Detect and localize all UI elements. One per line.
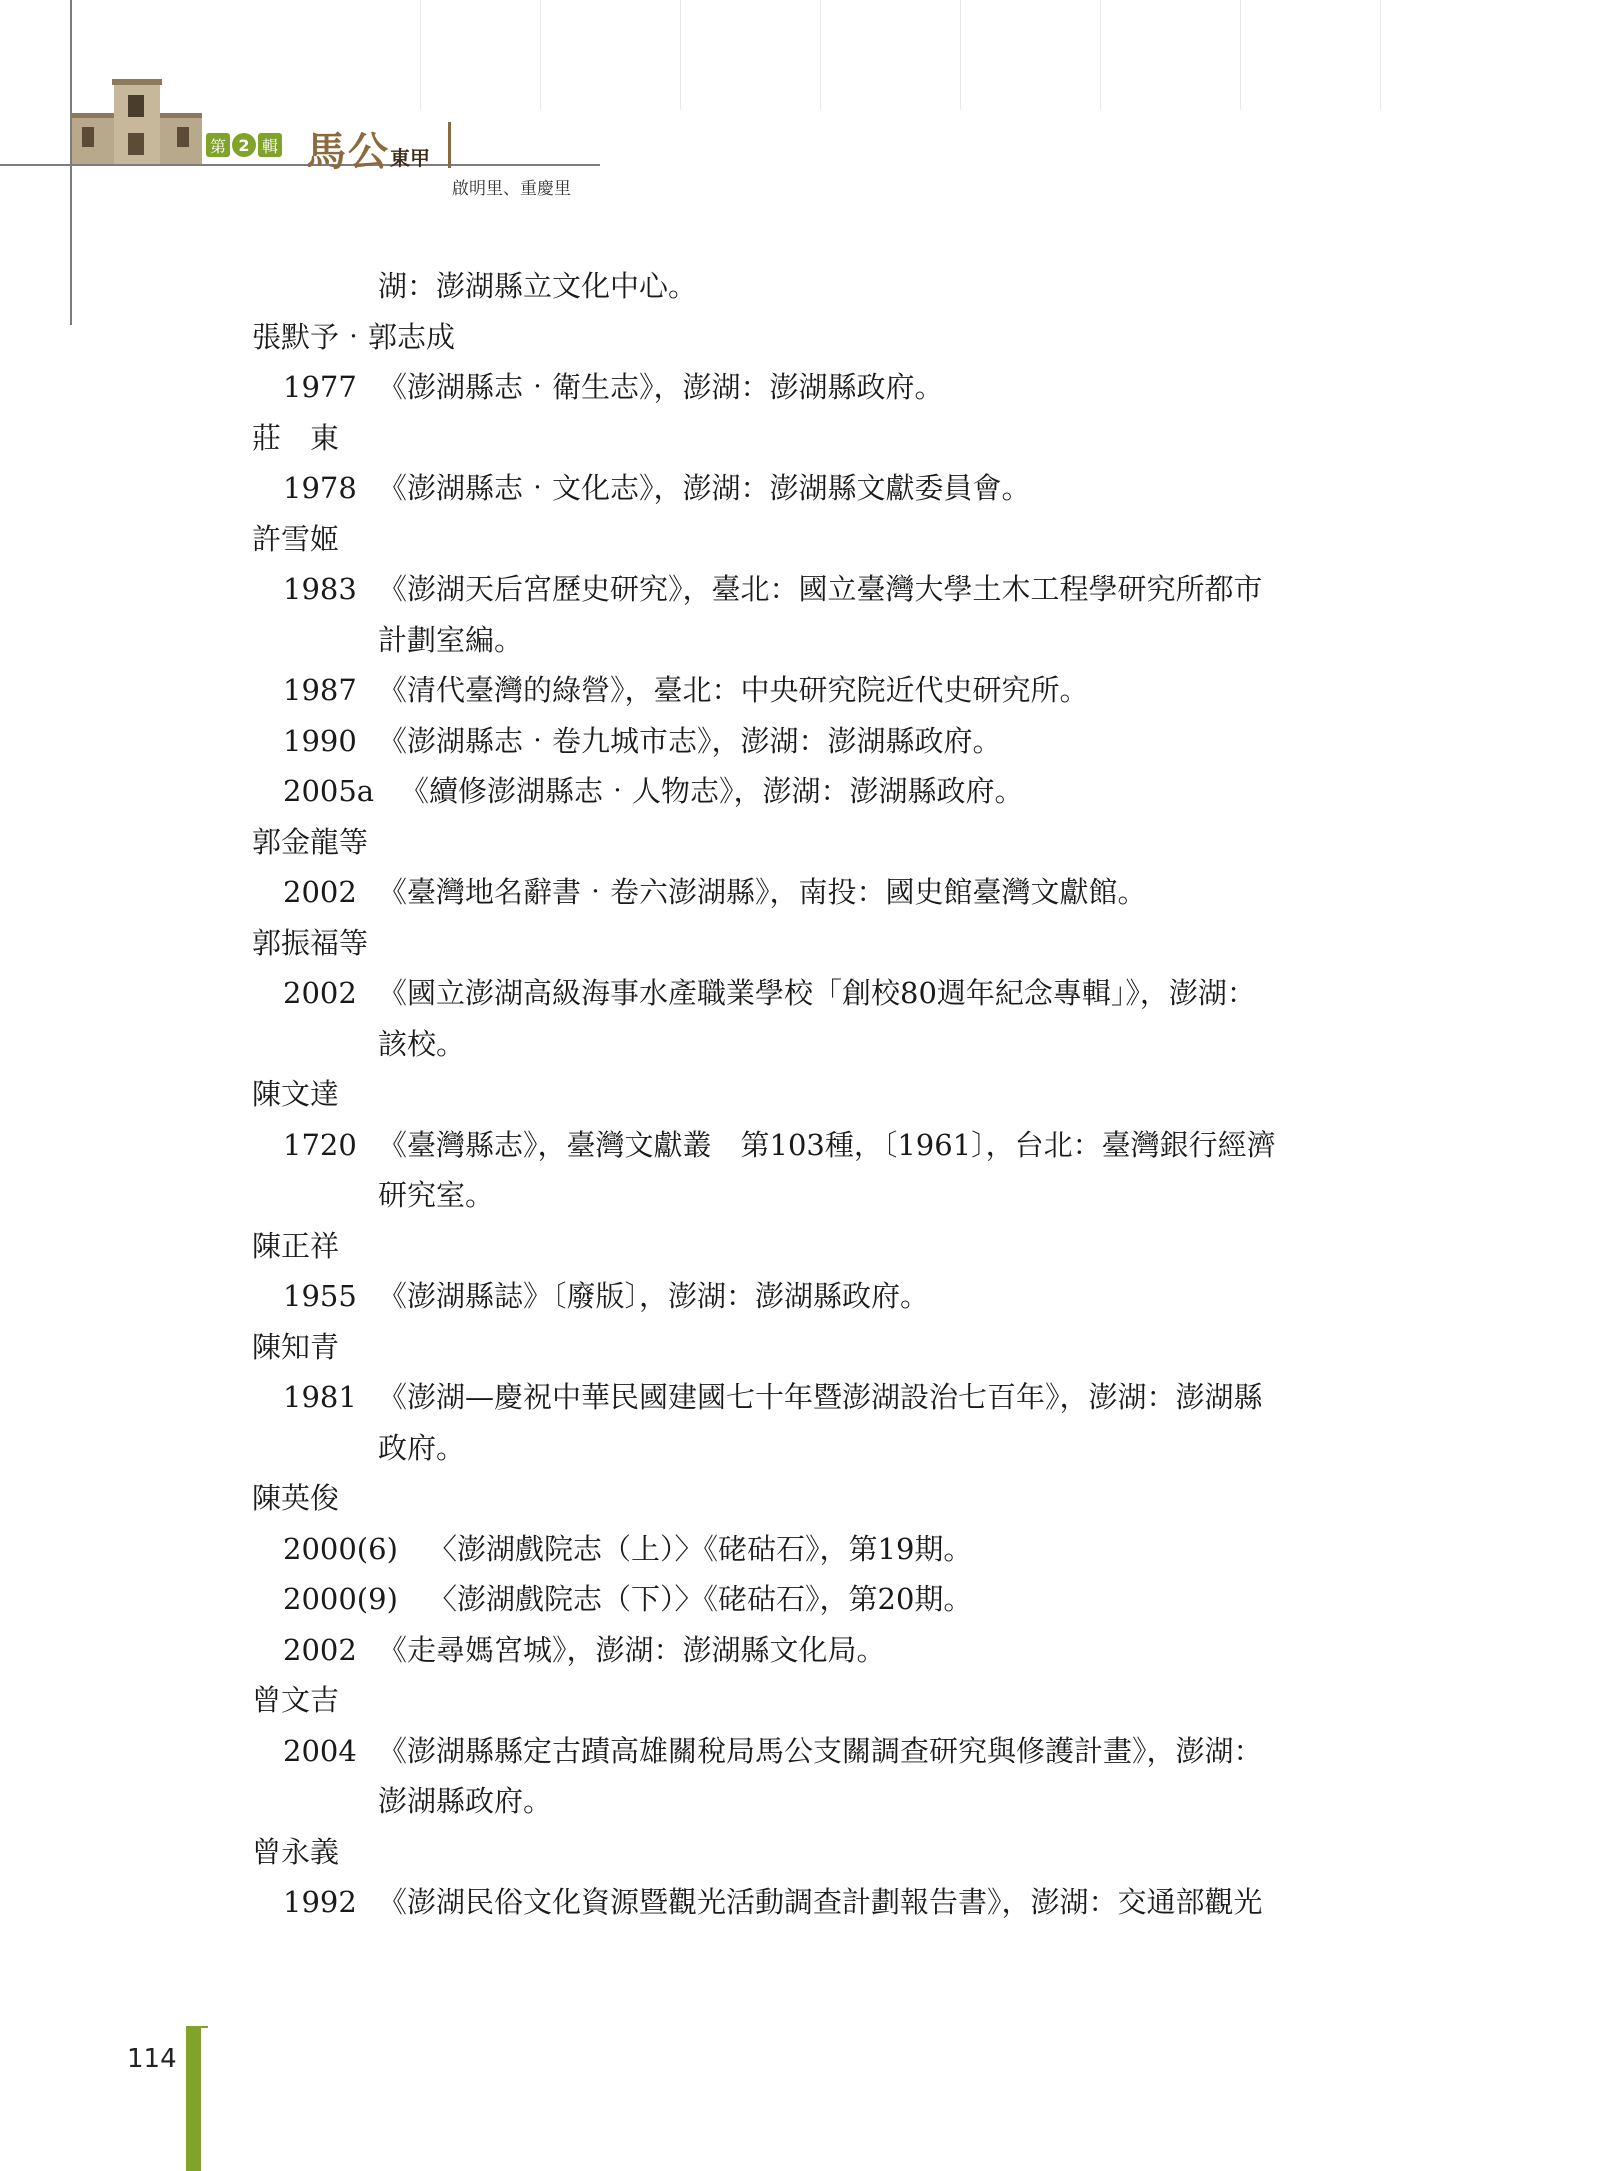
chapter-number: 2	[232, 133, 256, 157]
reference-continuation: 澎湖縣政府。	[378, 1784, 553, 1818]
reference-text: 《澎湖縣志‧衛生志》，澎湖：澎湖縣政府。	[378, 370, 944, 404]
reference-author: 曾文吉	[252, 1683, 340, 1717]
reference-year: 2004	[283, 1734, 357, 1768]
reference-year: 2002	[283, 1633, 357, 1667]
reference-year: 1983	[283, 572, 357, 606]
reference-continuation: 政府。	[378, 1431, 466, 1465]
reference-text: 《續修澎湖縣志‧人物志》，澎湖：澎湖縣政府。	[400, 774, 1024, 808]
reference-text: 《澎湖—慶祝中華民國建國七十年暨澎湖設治七百年》，澎湖：澎湖縣	[378, 1380, 1263, 1414]
series-title-small: 東甲	[390, 146, 430, 170]
reference-text: 〈澎湖戲院志（上）〉《硓𥑮石》，第19期。	[428, 1532, 973, 1566]
reference-year: 2002	[283, 875, 357, 909]
reference-text: 《澎湖縣縣定古蹟高雄關稅局馬公支關調查研究與修護計畫》，澎湖：	[378, 1734, 1263, 1768]
reference-text: 《澎湖縣誌》〔廢版〕，澎湖：澎湖縣政府。	[378, 1279, 930, 1313]
reference-text: 《國立澎湖高級海事水產職業學校「創校80週年紀念專輯」》，澎湖：	[378, 976, 1256, 1010]
reference-author: 陳正祥	[252, 1229, 340, 1263]
reference-year: 1992	[283, 1885, 357, 1919]
reference-text: 《澎湖縣志‧卷九城市志》，澎湖：澎湖縣政府。	[378, 724, 1002, 758]
reference-year: 1981	[283, 1380, 357, 1414]
reference-text: 《澎湖縣志‧文化志》，澎湖：澎湖縣文獻委員會。	[378, 471, 1031, 505]
reference-text: 《臺灣地名辭書‧卷六澎湖縣》，南投：國史館臺灣文獻館。	[378, 875, 1147, 909]
reference-year: 1978	[283, 471, 357, 505]
reference-author: 郭振福等	[252, 926, 369, 960]
reference-author: 陳英俊	[252, 1481, 340, 1515]
reference-text: 《走尋媽宮城》，澎湖：澎湖縣文化局。	[378, 1633, 886, 1667]
reference-author: 陳文達	[252, 1077, 340, 1111]
series-title	[306, 120, 430, 177]
page-number: 114	[127, 2044, 177, 2074]
building-photo-icon	[72, 75, 202, 164]
reference-text: 《清代臺灣的綠營》，臺北：中央研究院近代史研究所。	[378, 673, 1089, 707]
reference-year: 1720	[283, 1128, 357, 1162]
chapter-badge	[206, 131, 282, 159]
chapter-prefix: 第	[206, 133, 230, 157]
chapter-suffix: 輯	[258, 133, 282, 157]
reference-continuation: 研究室。	[378, 1178, 495, 1212]
reference-text: 《臺灣縣志》，臺灣文獻叢 第103種，〔1961〕，台北：臺灣銀行經濟	[378, 1128, 1276, 1162]
reference-year: 1987	[283, 673, 357, 707]
reference-year: 2000(6)	[283, 1532, 398, 1566]
reference-continuation: 湖：澎湖縣立文化中心。	[378, 269, 698, 303]
header-horizontal-rule	[0, 164, 600, 166]
reference-year: 2002	[283, 976, 357, 1010]
reference-author: 曾永義	[252, 1835, 340, 1869]
reference-year: 1955	[283, 1279, 357, 1313]
reference-author: 張默予‧郭志成	[252, 320, 456, 354]
footer-accent-bar	[186, 2028, 201, 2171]
series-title-bar	[448, 122, 451, 168]
reference-year: 1990	[283, 724, 357, 758]
reference-text: 《澎湖天后宮歷史研究》，臺北：國立臺灣大學土木工程學研究所都市	[378, 572, 1263, 606]
reference-text: 〈澎湖戲院志（下）〉《硓𥑮石》，第20期。	[428, 1582, 973, 1616]
reference-year: 1977	[283, 370, 357, 404]
reference-author: 許雪姬	[252, 522, 340, 556]
reference-text: 《澎湖民俗文化資源暨觀光活動調查計劃報告書》，澎湖：交通部觀光	[378, 1885, 1263, 1919]
reference-continuation: 該校。	[378, 1027, 466, 1061]
header-background-lines	[420, 0, 1420, 110]
series-title-main: 馬公	[306, 128, 390, 175]
reference-year: 2005a	[283, 774, 375, 808]
reference-year: 2000(9)	[283, 1582, 398, 1616]
reference-author: 陳知青	[252, 1330, 340, 1364]
reference-author: 莊 東	[252, 421, 340, 455]
reference-continuation: 計劃室編。	[378, 623, 524, 657]
page-subtitle: 啟明里、重慶里	[452, 179, 571, 199]
reference-author: 郭金龍等	[252, 825, 369, 859]
